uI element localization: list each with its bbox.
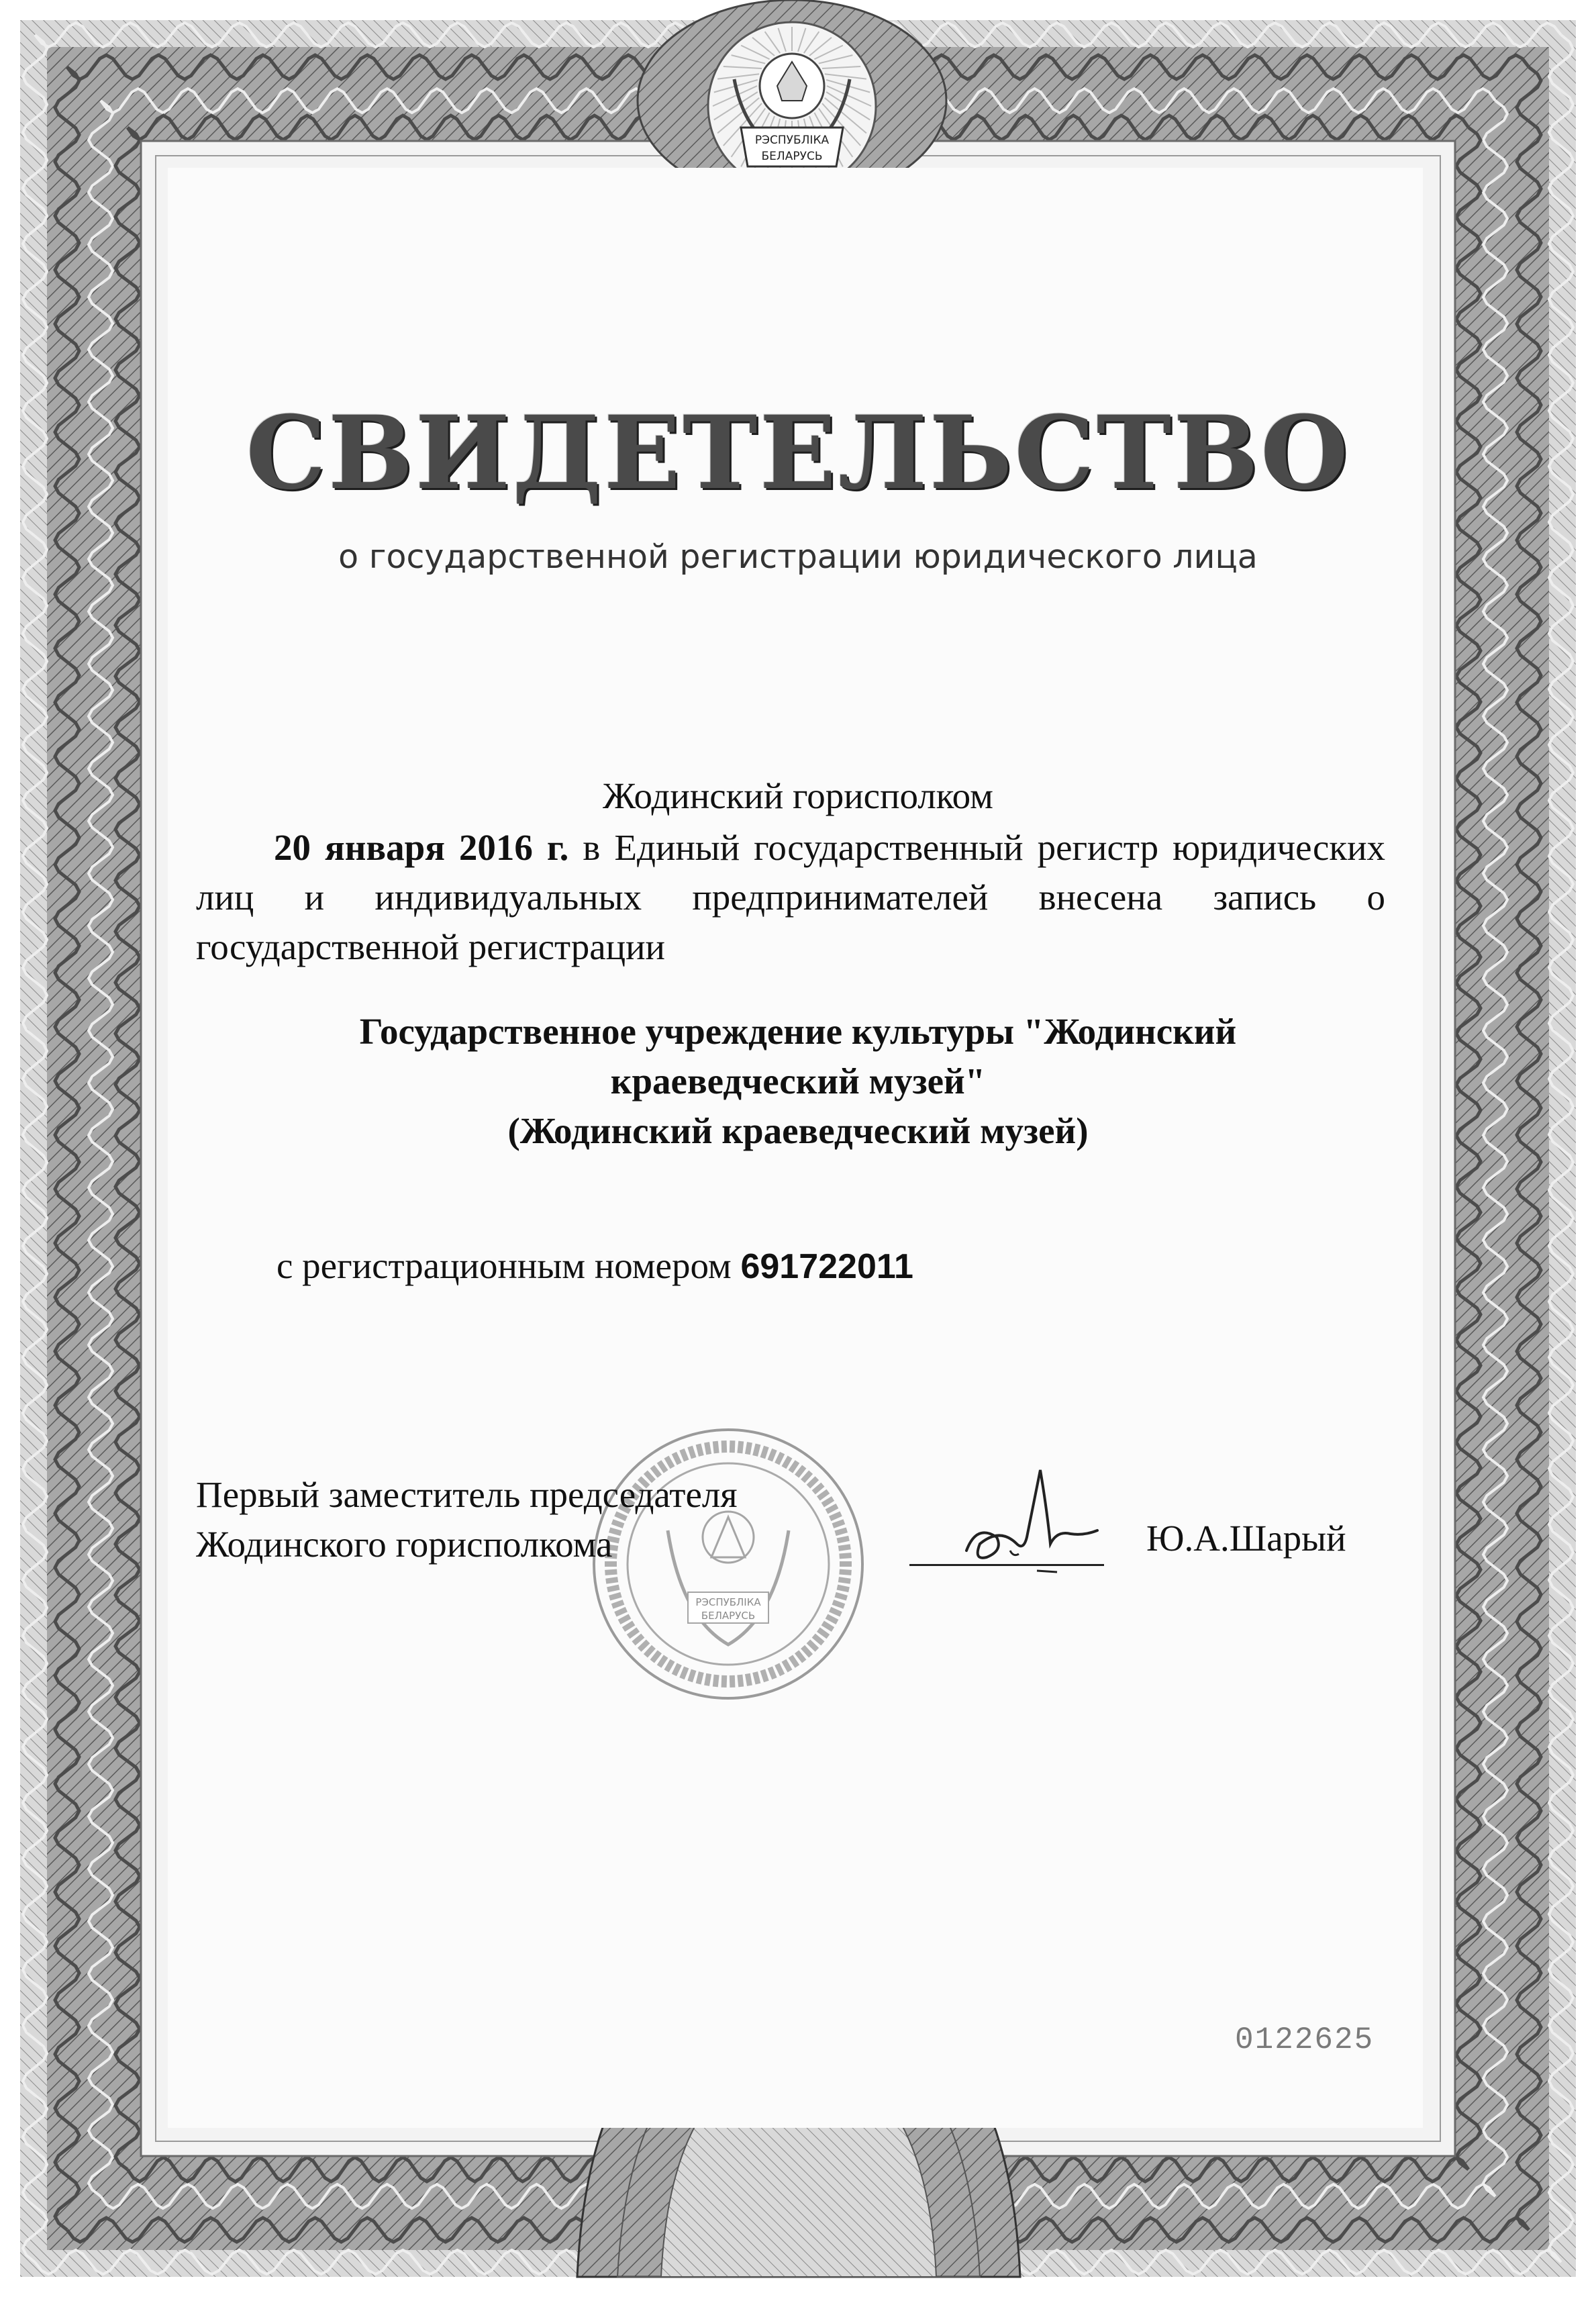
signer-position-line1: Первый заместитель председателя: [196, 1474, 738, 1515]
org-name-line1: Государственное учреждение культуры "Жодинский: [359, 1011, 1237, 1052]
emblem-ribbon-line2: БЕЛАРУСЬ: [761, 150, 823, 163]
issuer-name: Жодинский горисполком: [603, 775, 993, 816]
seal-ribbon-line2: БЕЛАРУСЬ: [701, 1610, 756, 1622]
signer-name: Ю.А.Шарый: [1146, 1518, 1346, 1559]
reg-number-label: с регистрационным номером: [277, 1245, 732, 1286]
signer-position: [196, 1470, 738, 1569]
registration-date: 20 января 2016 г.: [274, 827, 569, 868]
handwritten-signature: [940, 1450, 1114, 1598]
registration-number-line: [277, 1247, 913, 1284]
certificate-title: СВИДЕТЕЛЬСТВО: [246, 394, 1350, 512]
certificate-subtitle: о государственной регистрации юридического лица: [338, 538, 1258, 576]
org-name-line2: краеведческий музей": [610, 1061, 986, 1102]
registration-statement: [196, 823, 1385, 972]
emblem-ribbon-line1: РЭСПУБЛІКА: [754, 134, 830, 147]
organization-name: [201, 1007, 1395, 1156]
seal-ribbon-line1: РЭСПУБЛІКА: [695, 1596, 761, 1608]
registration-text: в Единый государственный регистр юридических лиц и индивидуальных предпринимателей внесена запись о государственной регистрации: [196, 827, 1386, 967]
reg-number: 691722011: [740, 1247, 913, 1286]
serial-number: 0122625: [1235, 2022, 1375, 2057]
org-short-name: (Жодинский краеведческий музей): [507, 1110, 1089, 1151]
signer-position-line2: Жодинского горисполкома: [196, 1524, 613, 1565]
